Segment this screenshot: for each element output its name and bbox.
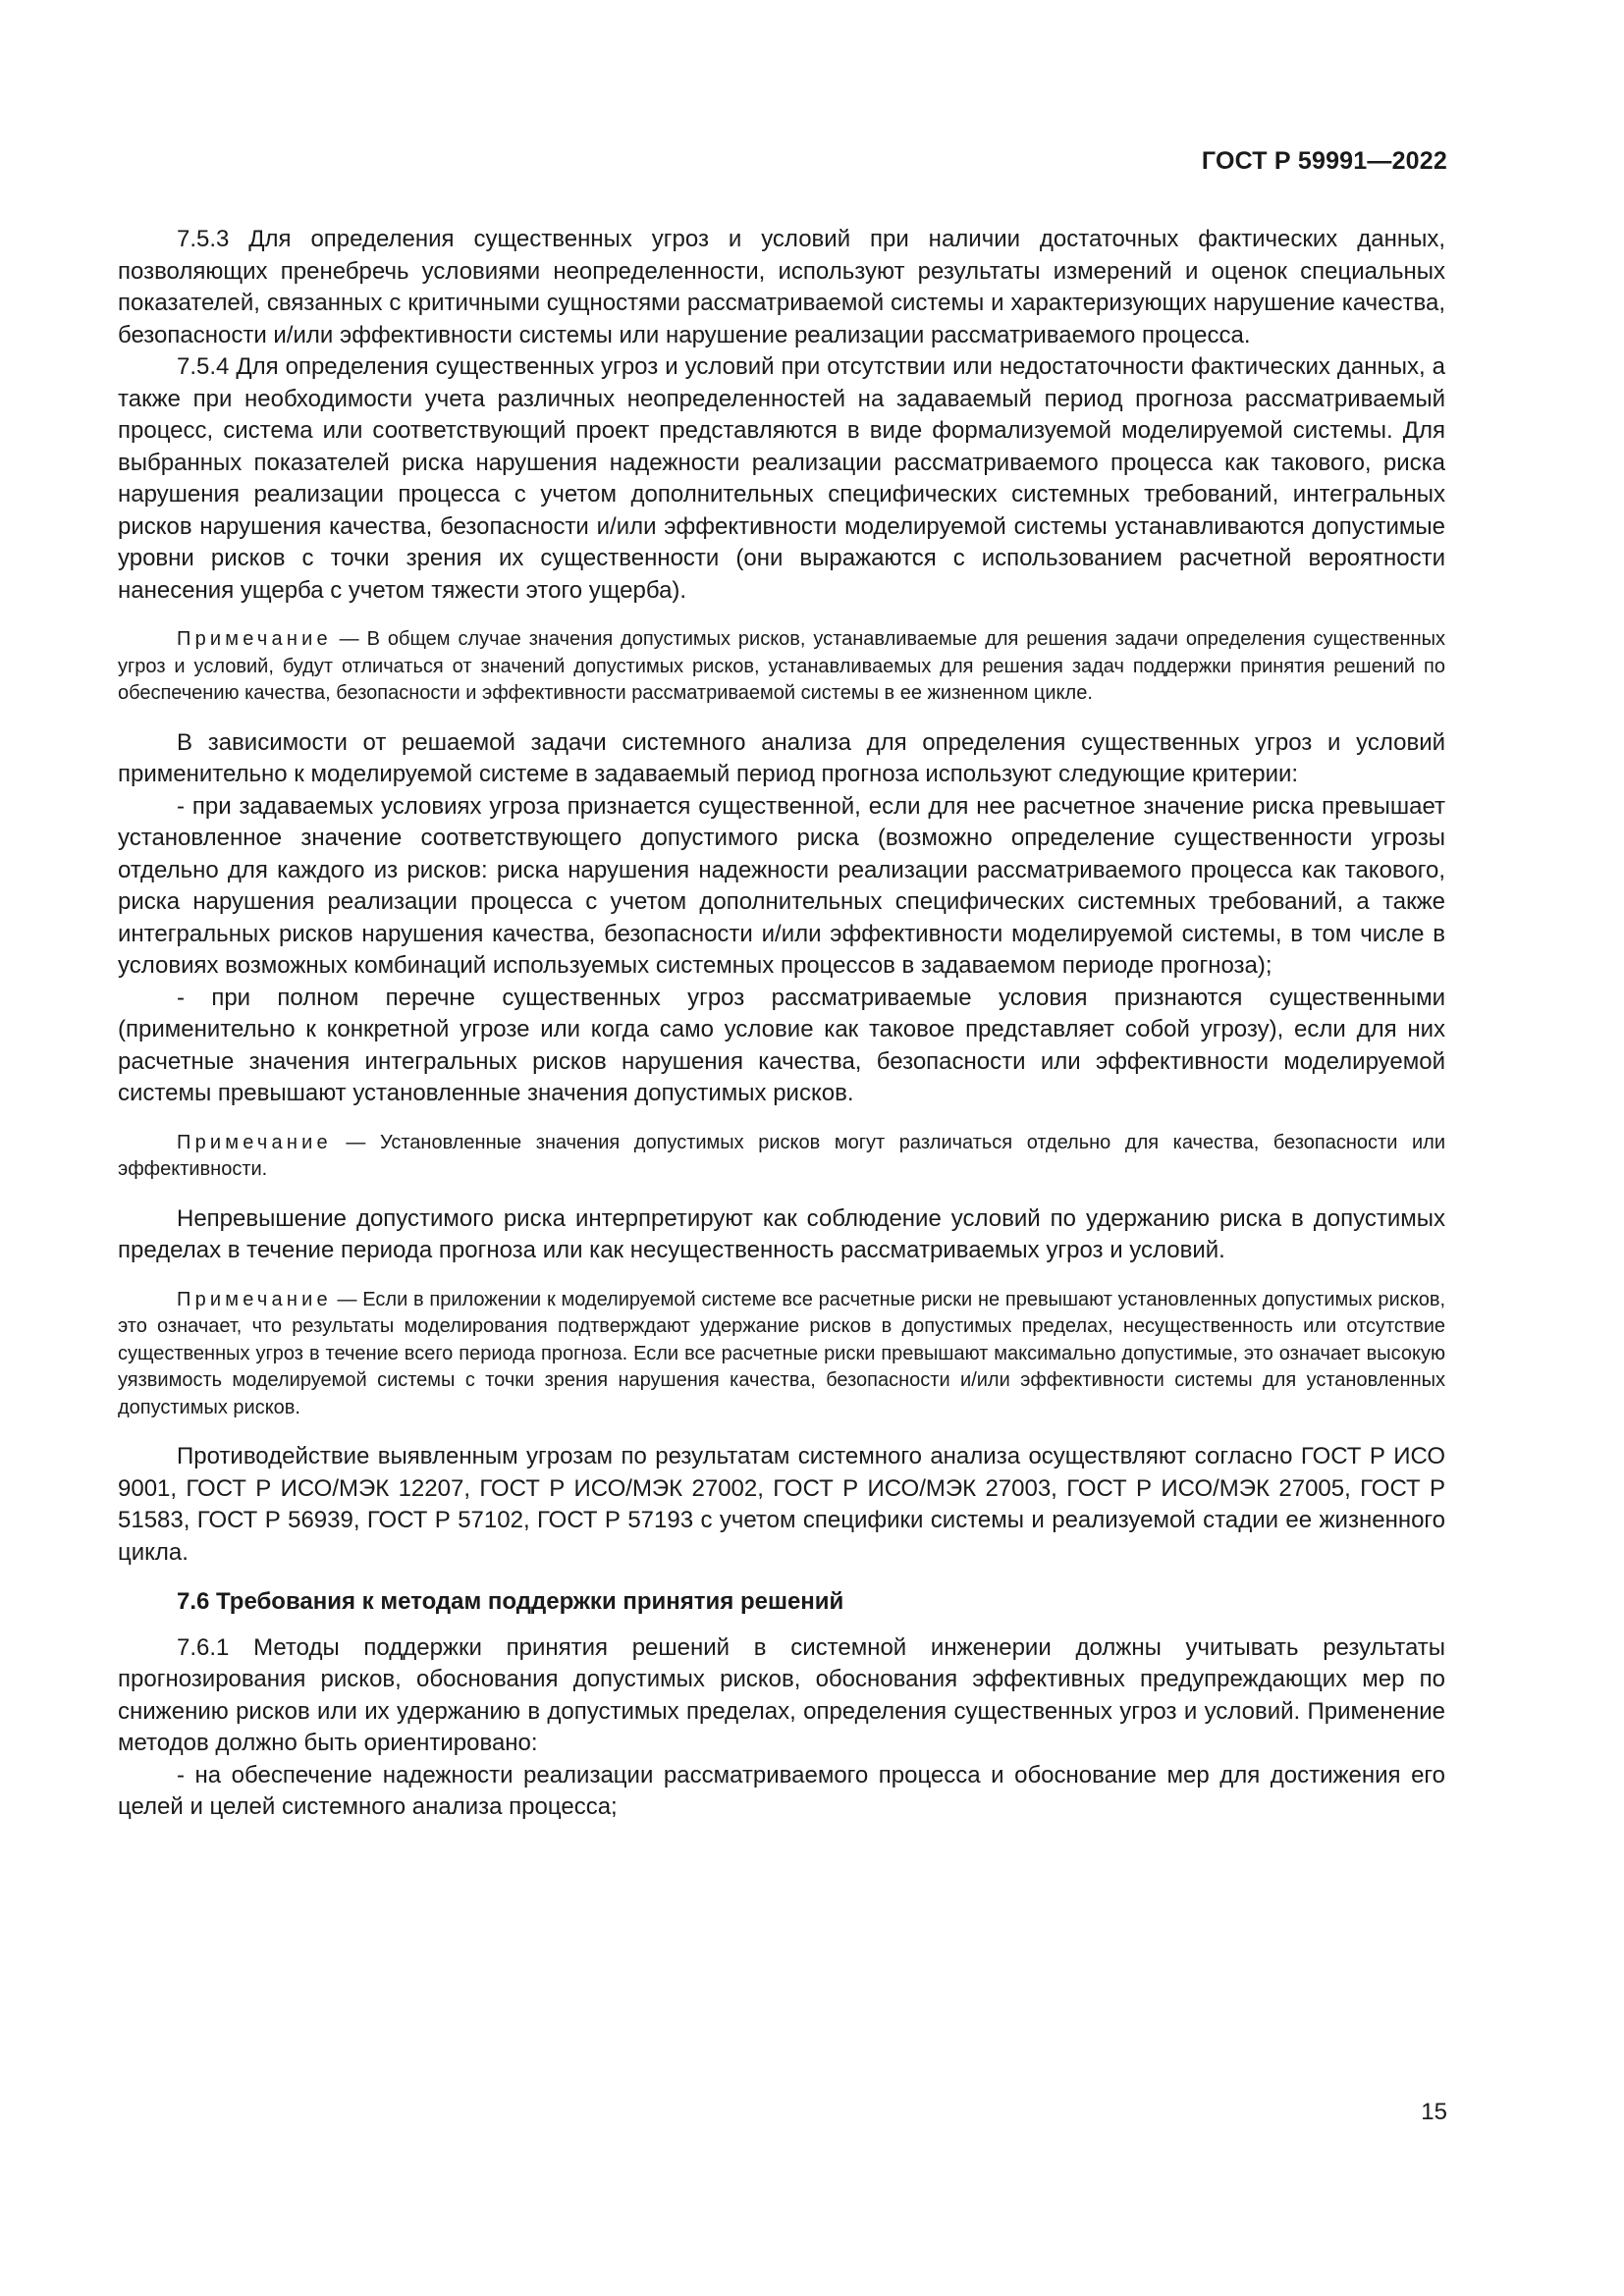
paragraph-7-6-1: 7.6.1 Методы поддержки принятия решений в системной инженерии должны учитывать результаты прогнозирования рисков, обоснования допустимых рисков, обоснования эффективных предупреждающих мер по снижению рисков или их удержанию в допустимых пределах, определения существенных угроз и условий. Применение методов должно быть ориентировано: (118, 1633, 1445, 1756)
paragraph-7-5-3: 7.5.3 Для определения существенных угроз и условий при наличии достаточных фактических данных, позволяющих пренебречь условиями неопределенности, используют результаты измерений и оценок специальных показателей, связанных с критичными сущностями рассматриваемой системы и характеризующих нарушение качества, безопасности и/или эффективности системы или нарушение реализации рассматриваемого процесса. (118, 226, 1445, 348)
note-3 (118, 1287, 1445, 1422)
section-heading-7-6: 7.6 Требования к методам поддержки принятия решений (177, 1588, 844, 1615)
note-label: Примечание (177, 1131, 332, 1153)
paragraph-non-exceed: Непревышение допустимого риска интерпретируют как соблюдение условий по удержанию риска в допустимых пределах в течение периода прогноза или как несущественность рассматриваемых угроз и условий. (118, 1204, 1445, 1263)
page-number: 15 (1421, 2099, 1447, 2125)
note-1 (118, 626, 1445, 708)
document-code: ГОСТ Р 59991—2022 (1201, 147, 1447, 175)
paragraph-criteria-intro: В зависимости от решаемой задачи системного анализа для определения существенных угроз и условий применительно к моделируемой системе в задаваемый период прогноза используют следующие критерии: (118, 728, 1445, 787)
list-item-criterion-1: - при задаваемых условиях угроза признается существенной, если для нее расчетное значение риска превышает установленное значение соответствующего допустимого риска (возможно определение существенности угрозы отдельно для каждого из рисков: риска нарушения надежности реализации рассматриваемого процесса как такового, риска нарушения реализации процесса с учетом дополнительных специфических системных требований, а также интегральных рисков нарушения качества, безопасности и/или эффективности моделируемой системы, в том числе в условиях возможных комбинаций используемых системных процессов в задаваемом периоде прогноза); (118, 792, 1445, 979)
paragraph-7-5-4: 7.5.4 Для определения существенных угроз и условий при отсутствии или недостаточности фактических данных, а также при необходимости учета различных неопределенностей на задаваемый период прогноза рассматриваемый процесс, система или соответствующий проект представляются в виде формализуемой моделируемой системы. Для выбранных показателей риска нарушения надежности реализации рассматриваемого процесса как такового, риска нарушения реализации процесса с учетом дополнительных специфических системных требований, интегральных рисков нарушения качества, безопасности и/или эффективности моделируемой системы устанавливаются допустимые уровни рисков с точки зрения их существенности (они выражаются с использованием расчетной вероятности нанесения ущерба с учетом тяжести этого ущерба). (118, 353, 1445, 604)
list-item-criterion-2: - при полном перечне существенных угроз рассматриваемые условия признаются существенными (применительно к конкретной угрозе или когда само условие как таковое представляет собой угрозу), если для них расчетные значения интегральных рисков нарушения качества, безопасности или эффективности моделируемой системы превышают установленные значения допустимых рисков. (118, 984, 1445, 1106)
note-label: Примечание (177, 628, 332, 650)
paragraph-countermeasures: Противодействие выявленным угрозам по результатам системного анализа осуществляют согласно ГОСТ Р ИСО 9001, ГОСТ Р ИСО/МЭК 12207, ГОСТ Р ИСО/МЭК 27002, ГОСТ Р ИСО/МЭК 27003, ГОСТ Р ИСО/МЭК 27005, ГОСТ Р 51583, ГОСТ Р 56939, ГОСТ Р 57102, ГОСТ Р 57193 с учетом специфики системы и реализуемой стадии ее жизненного цикла. (118, 1443, 1445, 1566)
page-content (118, 224, 1445, 1824)
note-2 (118, 1130, 1445, 1184)
list-item-orientation-1: - на обеспечение надежности реализации рассматриваемого процесса и обоснование мер для достижения его целей и целей системного анализа процесса; (118, 1761, 1445, 1820)
note-text: — Если в приложении к моделируемой системе все расчетные риски не превышают установленных допустимых рисков, это означает, что результаты моделирования подтверждают удержание рисков в допустимых пределах, несущественность или отсутствие существенных угроз в течение всего периода прогноза. Если все расчетные риски превышают максимально допустимые, это означает высокую уязвимость моделируемой системы с точки зрения нарушения качества, безопасности и/или эффективности системы для установленных допустимых рисков. (118, 1288, 1445, 1418)
note-text: — Установленные значения допустимых рисков могут различаться отдельно для качества, безопасности или эффективности. (118, 1131, 1445, 1180)
note-text: — В общем случае значения допустимых рисков, устанавливаемые для решения задачи определения существенных угроз и условий, будут отличаться от значений допустимых рисков, устанавливаемых для решения задач поддержки принятия решений по обеспечению качества, безопасности и эффективности рассматриваемой системы в ее жизненном цикле. (118, 628, 1445, 704)
note-label: Примечание (177, 1288, 332, 1310)
